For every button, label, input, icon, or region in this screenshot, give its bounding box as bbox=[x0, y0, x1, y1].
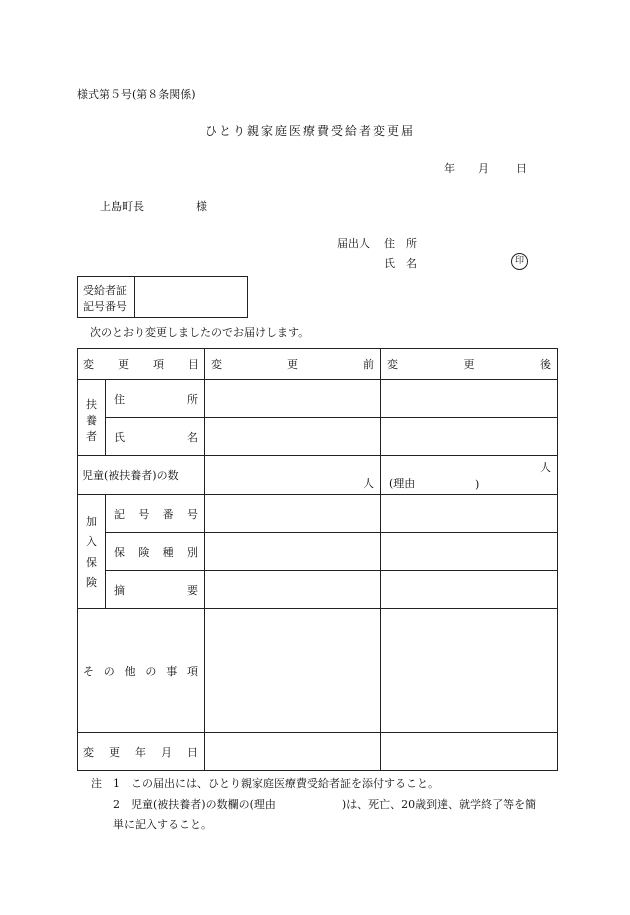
children-count-before[interactable] bbox=[205, 456, 381, 495]
insurance-type-label: 保 険 種 別 bbox=[114, 545, 198, 559]
date-day-label: 日 bbox=[516, 162, 527, 175]
change-table bbox=[77, 348, 558, 771]
reason-open: (理由 bbox=[389, 477, 416, 490]
intro-text: 次のとおり変更しましたのでお届けします。 bbox=[90, 326, 310, 339]
cert-label-line2: 記号番号 bbox=[83, 300, 127, 313]
insurance-remarks-label: 摘 要 bbox=[114, 583, 198, 597]
notifier-name-label: 氏 名 bbox=[384, 257, 417, 270]
seal-icon: 印 bbox=[511, 253, 528, 270]
note-1-num: 1 bbox=[113, 777, 120, 790]
date-month-label: 月 bbox=[478, 162, 489, 175]
reason-close: ) bbox=[475, 478, 480, 491]
note-2-line1: 児童(被扶養者)の数欄の(理由 )は、死亡、20歳到達、就学終了等を簡 bbox=[131, 798, 537, 811]
header-item-text: 変 更 項 目 bbox=[83, 358, 199, 371]
date-year-label: 年 bbox=[444, 162, 455, 175]
header-before-cell bbox=[205, 349, 381, 380]
supporter-address-label-cell bbox=[106, 380, 205, 418]
header-before-text: 変 更 前 bbox=[211, 358, 374, 371]
form-title: ひとり親家庭医療費受給者変更届 bbox=[205, 124, 416, 138]
addressee-name: 上島町長 bbox=[100, 200, 144, 213]
notifier-label: 届出人 bbox=[337, 237, 370, 250]
other-before[interactable] bbox=[205, 609, 381, 733]
note-1-text: この届出には、ひとり親家庭医療費受給者証を添付すること。 bbox=[131, 777, 439, 790]
change-date-label-cell bbox=[78, 733, 205, 771]
children-count-label: 児童(被扶養者)の数 bbox=[82, 469, 179, 482]
children-count-label-cell bbox=[78, 456, 205, 495]
insurance-type-before[interactable] bbox=[205, 533, 381, 571]
supporter-group-label: 扶 養 者 bbox=[86, 397, 97, 443]
form-number: 様式第５号(第８条関係) bbox=[77, 88, 196, 101]
children-count-after[interactable] bbox=[381, 456, 558, 495]
note-prefix: 注 bbox=[91, 777, 102, 790]
change-date-before[interactable] bbox=[205, 733, 381, 771]
insurance-remarks-after[interactable] bbox=[381, 571, 558, 609]
note-2-num: 2 bbox=[113, 798, 120, 811]
insurance-type-label-cell bbox=[106, 533, 205, 571]
insurance-number-before[interactable] bbox=[205, 495, 381, 533]
seal-mark bbox=[511, 253, 528, 270]
note-2-line2: 単に記入すること。 bbox=[113, 818, 212, 831]
supporter-name-before[interactable] bbox=[205, 418, 381, 456]
other-label-cell bbox=[78, 609, 205, 733]
change-date-label: 変 更 年 月 日 bbox=[83, 745, 198, 759]
supporter-group-cell bbox=[78, 380, 106, 456]
cert-label-line1: 受給者証 bbox=[83, 284, 127, 297]
insurance-remarks-before[interactable] bbox=[205, 571, 381, 609]
insurance-group-cell bbox=[78, 495, 106, 609]
insurance-type-after[interactable] bbox=[381, 533, 558, 571]
supporter-address-after[interactable] bbox=[381, 380, 558, 418]
children-unit-after: 人 bbox=[540, 461, 551, 474]
supporter-name-label: 氏 名 bbox=[114, 430, 198, 444]
notifier-address-label: 住 所 bbox=[384, 237, 417, 250]
change-date-after[interactable] bbox=[381, 733, 558, 771]
cert-number-label-cell bbox=[78, 277, 135, 317]
cert-number-box bbox=[77, 276, 248, 318]
insurance-number-after[interactable] bbox=[381, 495, 558, 533]
insurance-number-label: 記 号 番 号 bbox=[114, 507, 198, 521]
addressee-honorific: 様 bbox=[196, 200, 207, 213]
other-label: そ の 他 の 事 項 bbox=[83, 664, 198, 678]
supporter-name-after[interactable] bbox=[381, 418, 558, 456]
supporter-name-label-cell bbox=[106, 418, 205, 456]
insurance-group-label: 加 入 保 険 bbox=[86, 514, 97, 590]
insurance-number-label-cell bbox=[106, 495, 205, 533]
supporter-address-label: 住 所 bbox=[114, 392, 198, 406]
supporter-address-before[interactable] bbox=[205, 380, 381, 418]
other-after[interactable] bbox=[381, 609, 558, 733]
children-unit-before: 人 bbox=[363, 477, 374, 490]
insurance-remarks-label-cell bbox=[106, 571, 205, 609]
header-after-cell bbox=[381, 349, 558, 380]
header-item-cell bbox=[78, 349, 205, 380]
header-after-text: 変 更 後 bbox=[387, 358, 551, 371]
